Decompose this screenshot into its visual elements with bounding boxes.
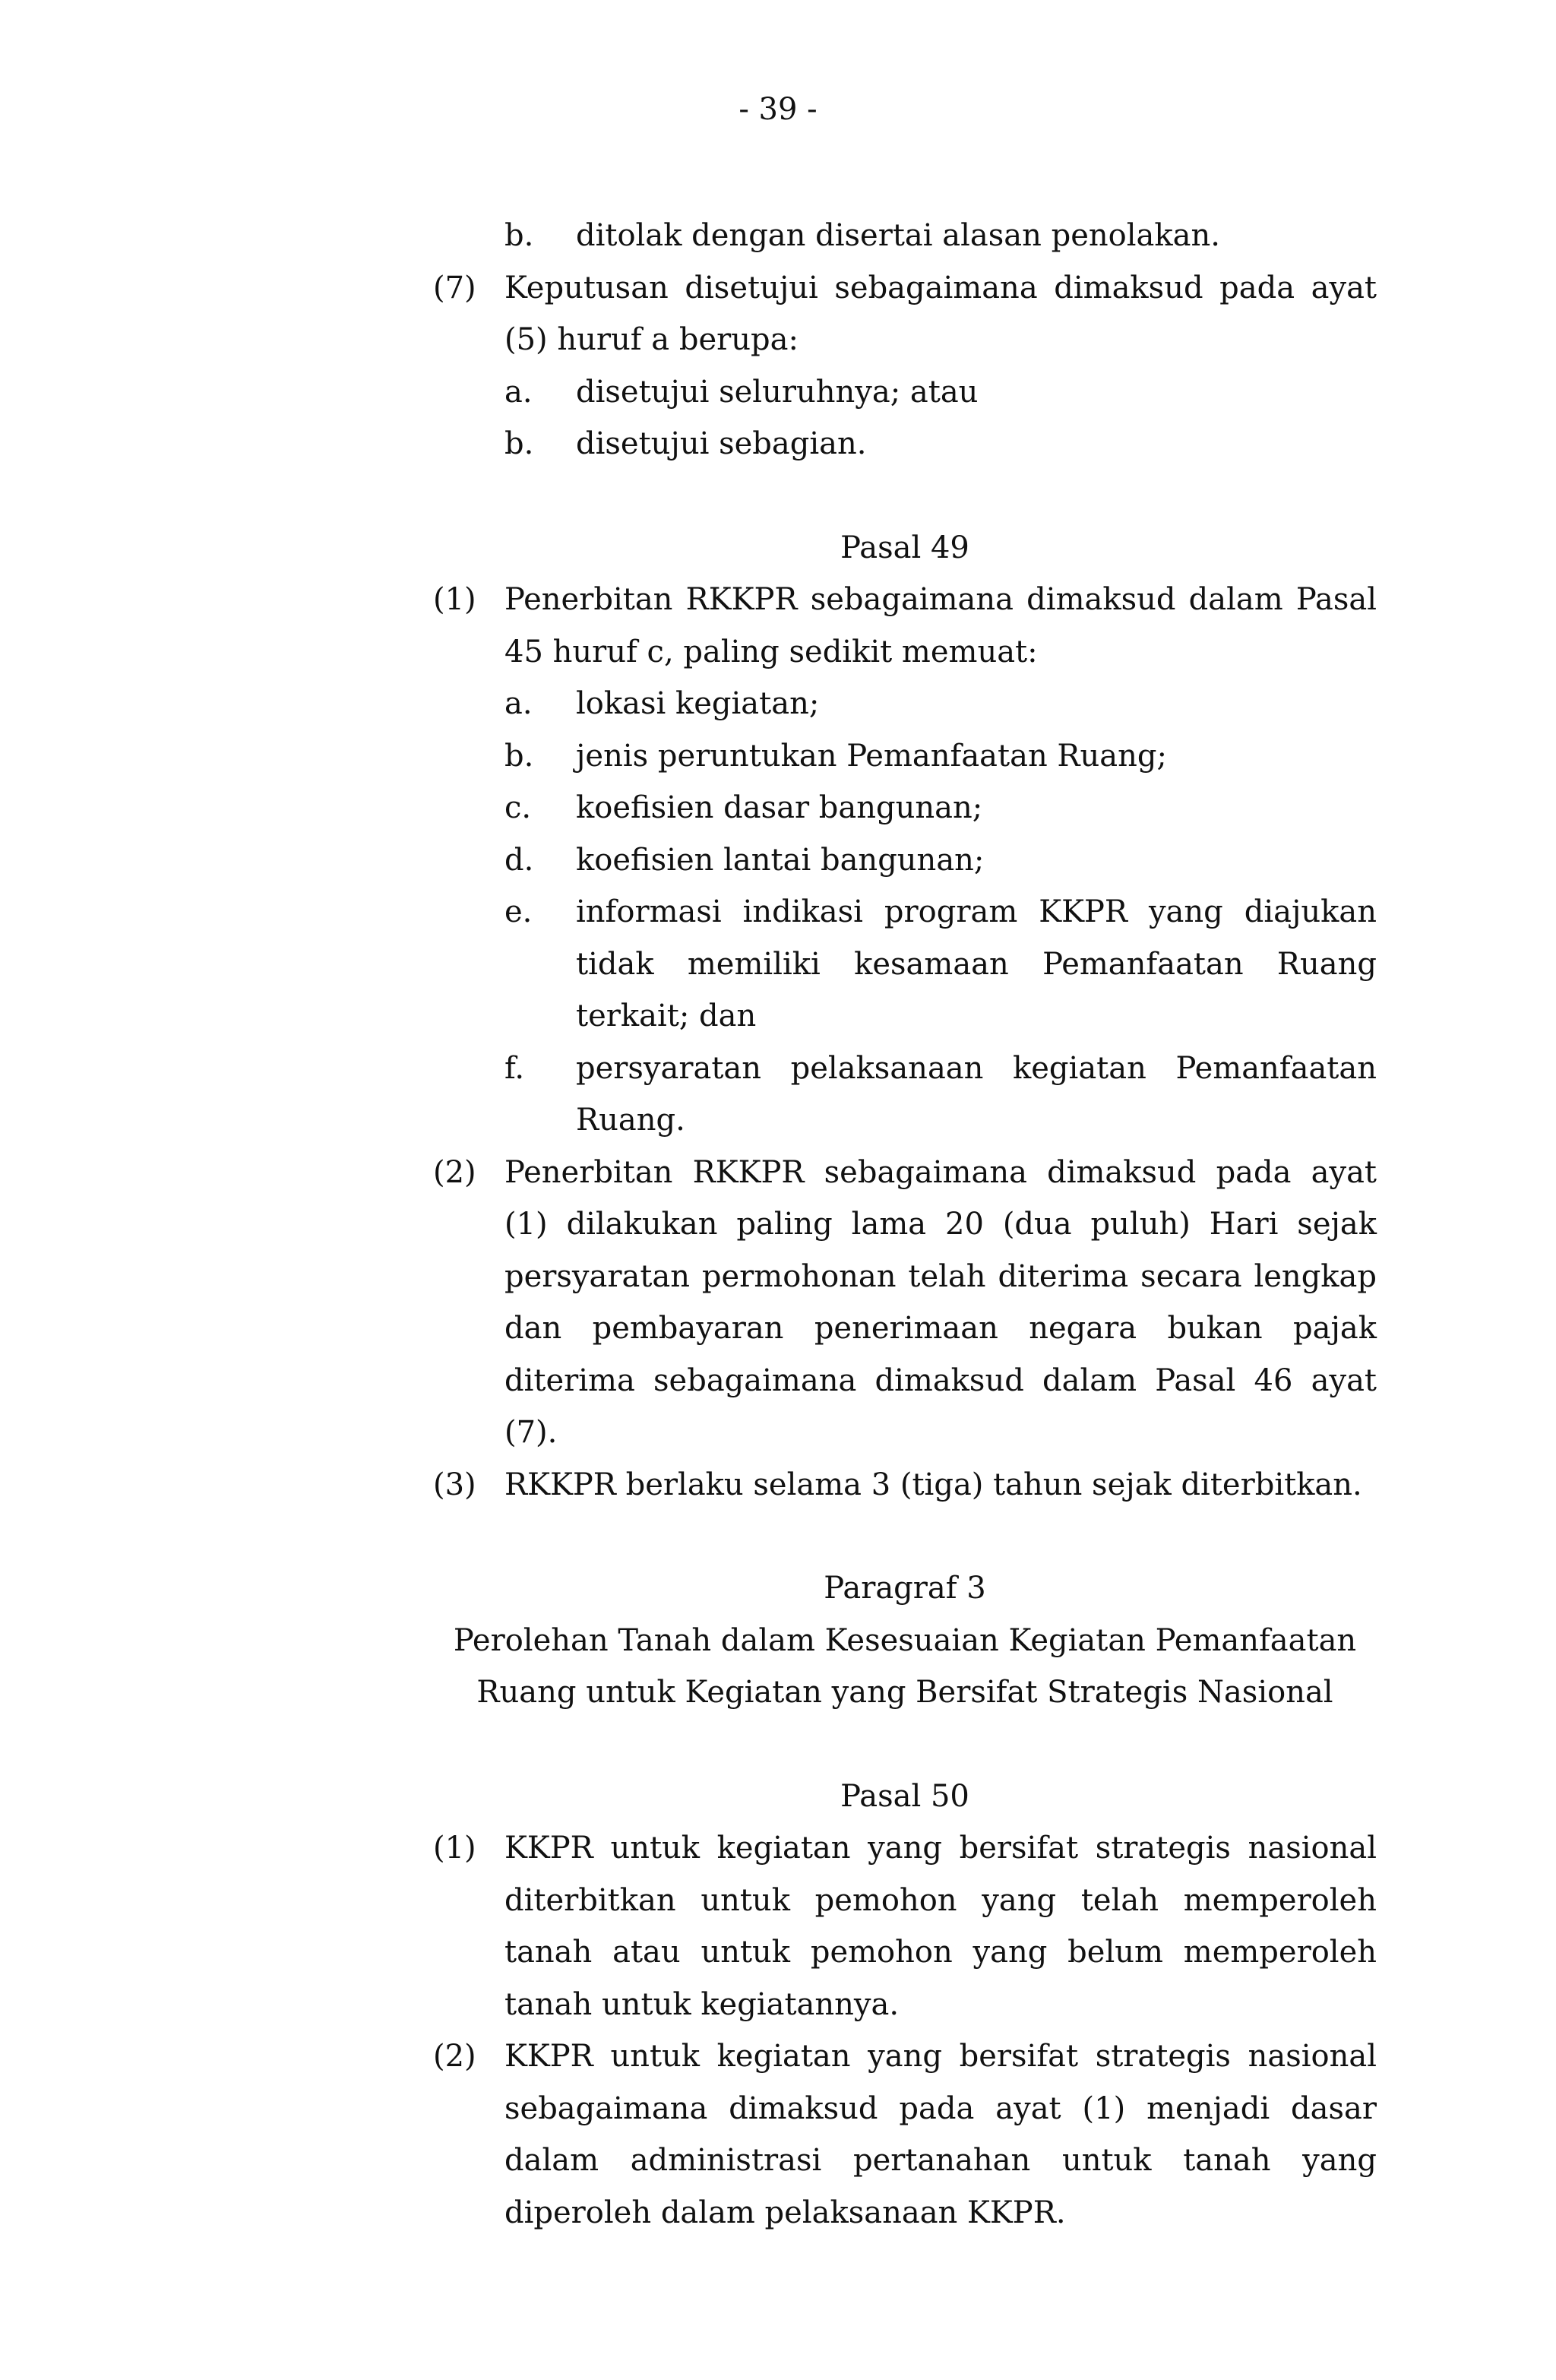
- pasal-49-ayat-1: [433, 574, 1377, 1147]
- ayat-text: Keputusan disetujui sebagaimana dimaksud pada ayat (5) huruf a berupa:: [504, 270, 1377, 357]
- list-item-text: informasi indikasi program KKPR yang diajukan tidak memiliki kesamaan Pemanfaatan Ruang terkait; dan: [576, 894, 1377, 1033]
- pasal-50-title: Pasal 50: [840, 1778, 969, 1814]
- ayat-number: (2): [433, 2039, 476, 2074]
- list-item-letter: e.: [504, 894, 533, 929]
- list-item-text: ditolak dengan disertai alasan penolakan.: [576, 218, 1220, 253]
- paragraf-3-title: Paragraf 3: [824, 1571, 986, 1606]
- list-item-text: koefisien dasar bangunan;: [576, 790, 983, 825]
- list-item-letter: d.: [504, 842, 534, 878]
- pasal-50-ayat-2: [433, 2030, 1377, 2239]
- ayat-number: (1): [433, 582, 476, 617]
- list-item-letter: f.: [504, 1050, 525, 1086]
- ayat-text: RKKPR berlaku selama 3 (tiga) tahun sejak diterbitkan.: [504, 1467, 1362, 1502]
- list-item-text: persyaratan pelaksanaan kegiatan Pemanfaatan Ruang.: [576, 1050, 1377, 1138]
- ayat-text: KKPR untuk kegiatan yang bersifat strategis nasional diterbitkan untuk pemohon yang telah memperoleh tanah atau untuk pemohon yang belum memperoleh tanah untuk kegiatannya.: [504, 1831, 1377, 2022]
- list-item-letter: a.: [504, 374, 533, 410]
- list-item-letter: a.: [504, 686, 533, 721]
- list-item: [504, 366, 1377, 419]
- list-item-text: disetujui sebagian.: [576, 426, 867, 461]
- ayat-text: Penerbitan RKKPR sebagaimana dimaksud dalam Pasal 45 huruf c, paling sedikit memuat:: [504, 582, 1377, 669]
- ayat-number: (3): [433, 1467, 476, 1502]
- pasal-49-ayat-3: [433, 1459, 1377, 1511]
- list-item: [504, 730, 1377, 783]
- paragraf-3-subtitle-line-2: Ruang untuk Kegiatan yang Bersifat Strategis Nasional: [476, 1675, 1333, 1710]
- list-item-text: jenis peruntukan Pemanfaatan Ruang;: [576, 738, 1167, 774]
- list-item: [504, 418, 1377, 470]
- page-number: - 39 -: [738, 92, 818, 127]
- list-item-text: disetujui seluruhnya; atau: [576, 374, 979, 410]
- ayat-text: KKPR untuk kegiatan yang bersifat strategis nasional sebagaimana dimaksud pada ayat (1) menjadi dasar dalam administrasi pertanahan untuk tanah yang diperoleh dalam pelaksanaan KKPR.: [504, 2039, 1377, 2230]
- pasal-50-ayat-1: [433, 1822, 1377, 2030]
- list-item: [504, 886, 1377, 1043]
- list-item-letter: b.: [504, 426, 534, 461]
- ayat-7: [433, 262, 1377, 470]
- list-item: [504, 782, 1377, 834]
- list-item-letter: c.: [504, 790, 532, 825]
- list-item: [504, 210, 1377, 262]
- list-item: [504, 678, 1377, 730]
- document-body: [433, 210, 1377, 2239]
- ayat-text: Penerbitan RKKPR sebagaimana dimaksud pada ayat (1) dilakukan paling lama 20 (dua puluh) Hari sejak persyaratan permohonan telah diterima secara lengkap dan pembayaran penerimaan negara bukan pajak diterima sebagaimana dimaksud dalam Pasal 46 ayat (7).: [504, 1154, 1377, 1450]
- paragraf-3-subtitle-line-1: Perolehan Tanah dalam Kesesuaian Kegiatan Pemanfaatan: [453, 1622, 1357, 1658]
- list-item: [504, 1043, 1377, 1147]
- list-item-text: lokasi kegiatan;: [576, 686, 820, 721]
- list-item-text: koefisien lantai bangunan;: [576, 842, 985, 878]
- list-item-letter: b.: [504, 218, 534, 253]
- pasal-49-title: Pasal 49: [840, 530, 969, 565]
- ayat-number: (2): [433, 1154, 476, 1190]
- ayat-number: (7): [433, 270, 476, 305]
- ayat-number: (1): [433, 1831, 476, 1866]
- list-item: [504, 834, 1377, 887]
- list-item-letter: b.: [504, 738, 534, 774]
- pasal-49-ayat-2: [433, 1147, 1377, 1459]
